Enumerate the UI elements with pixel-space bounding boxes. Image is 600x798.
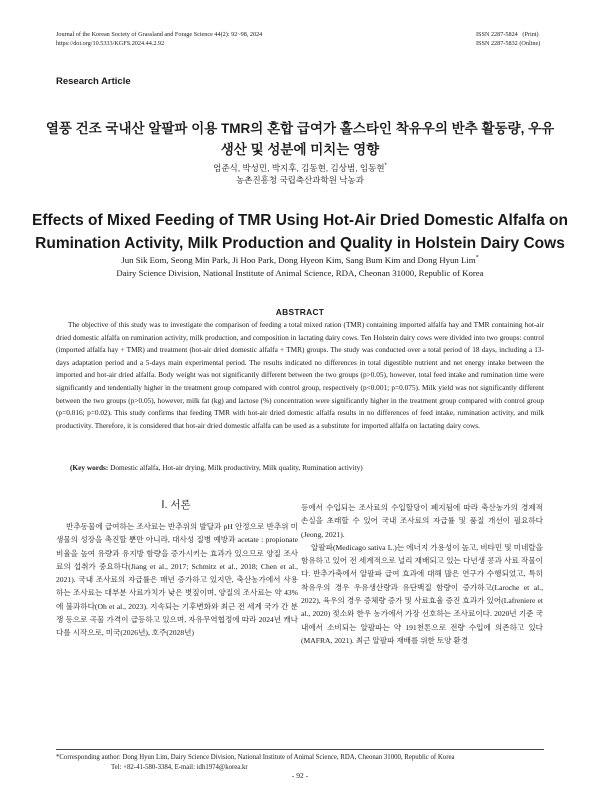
section-heading-introduction: Ⅰ. 서론 [161, 499, 191, 511]
doi-link[interactable]: https://doi.org/10.5333/KGFS.2024.44.2.92 [56, 40, 165, 47]
paragraph: 등에서 수입되는 조사료의 수입할당이 폐지됨에 따라 축산농가의 경제적 손실을 초래할 수 있어 국내 조사료의 자급률 및 품질 개선이 필요하다(Jeong, 2021). [301, 503, 543, 539]
issn-print: ISSN 2287-5824 (Print) [476, 31, 539, 38]
corresponding-mark: * [475, 255, 479, 261]
issn-online: ISSN 2287-5832 (Online) [476, 40, 541, 47]
body-left-column: 반추동물에 급여하는 조사료는 반추위의 발달과 pH 안정으로 반추위 미생물의 성장을 촉진할 뿐만 아니라, 대사성 질병 예방과 acetate : propionate 비율을 높여 유량과 유지방 함량을 증가시키는 효과가 있으므로 양질 조사료의 섭취가 중요하다(Jiang et al., 2017; Schmitz et al., 2018; Chen et al., 2021). 국내 조사료의 자급률은 매년 증가하고 있지만, 축산농가에서 사용하는 조사료는 대부분 사료가치가 낮은 볏짚이며, 양질의 조사료는 약 43%에 불과하다(Oh et al., 2023). 지속되는 기후변화와 최근 전 세계 국가 간 분쟁 등으로 곡물 가격이 급등하고 있으며, 자유무역협정에 따라 2024년 캐나다를 시작으로, 미국(2026년), 호주(2028년) [56, 522, 298, 638]
korean-title-line2: 생산 및 성분에 미치는 영향 [220, 142, 380, 157]
issn-block [476, 30, 540, 48]
korean-title [40, 118, 560, 160]
journal-header [56, 30, 262, 48]
journal-citation: Journal of the Korean Society of Grassland and Forage Science 44(2): 92~98, 2024 [56, 31, 263, 38]
english-title-line1: Effects of Mixed Feeding of TMR Using Hot-Air Dried Domestic Alfalfa on [32, 212, 568, 229]
footnote-divider [56, 749, 544, 750]
article-type: Research Article [56, 76, 131, 87]
keywords-text: Domestic alfalfa, Hot-air drying, Milk productivity, Milk quality, Rumination activity) [110, 463, 363, 472]
english-authors [0, 252, 600, 266]
korean-authors-names: 엄준식, 박성민, 박지후, 김동현, 김상범, 임동현 [213, 162, 385, 173]
english-authors-names: Jun Sik Eom, Seong Min Park, Ji Hoo Park, Dong Hyeon Kim, Sang Bum Kim and Dong Hyun Lim [121, 254, 476, 265]
english-title-line2: Rumination Activity, Milk Production and Quality in Holstein Dairy Cows [35, 235, 565, 252]
korean-affiliation: 농촌진흥청 국립축산과학원 낙농과 [236, 175, 364, 185]
footnote-line2: Tel: +82-41-580-3384, E-mail: idh1974@korea.kr [111, 764, 248, 771]
keywords-label: (Key words: [70, 463, 109, 472]
body-right-column [301, 501, 543, 647]
keywords [70, 462, 363, 473]
korean-authors [0, 160, 600, 174]
abstract-text: The objective of this study was to investigate the comparison of feeding a total mixed ration (TMR) containing imported alfalfa hay and TMR containing hot-air dried domestic alfalfa on rumination activity, milk production, and composition in lactating dairy cows. Ten Holstein dairy cows were divided into two groups: control (imported alfalfa hay + TMR) and treatment (hot-air dried domestic alfalfa + TMR) groups. The study was conducted over a total period of 18 days, including a 13-days adaptation period and a 5-days main experimental period. The results indicated no differences in total digestible nutrient and net energy intake between the imported and hot-air dried alfalfa. Body weight was not significantly different between the two groups (p>0.05), however, total feed intake and rumination time were significantly and tendentially higher in the treatment group compared with control group, respectively (p<0.001; p=0.075). Milk yield was not significantly different between the two groups (p>0.05), however, milk fat (kg) and lactose (%) concentration were significantly higher in the treatment group compared with control group (p=0.016; p=0.02). This study confirms that feeding TMR with hot-air dried domestic alfalfa results in no differences of feed intake, rumination activity, and milk productivity. Therefore, it is considered that hot-air dried domestic alfalfa can be used as a substitute for imported alfalfa on lactating dairy cows. [56, 320, 544, 430]
english-affiliation: Dairy Science Division, National Institute of Animal Science, RDA, Cheonan 31000, Republic of Korea [116, 268, 484, 278]
paragraph: 알팔파(Medicago sativa L.)는 에너지 가용성이 높고, 비타민 및 미네랄을 함유하고 있어 전 세계적으로 널리 재배되고 있는 다년생 콩과 사료 작물이다. 반추가축에서 알팔파 급여 효과에 대해 많은 연구가 수행되었고, 특히 착유우의 경우 우유생산량과 유단백질 함량이 증가하고(Laroche et al., 2022), 육우의 경우 증체량 증가 및 사료효율 증진 효과가 있어(Lafreniere et al., 2020) 젖소와 한우 농가에서 가장 선호하는 조사료이다. 2020년 기준 국내에서 소비되는 알팔파는 약 191천톤으로 전량 수입에 의존하고 있다(MAFRA, 2021). 최근 알팔파 재배를 위한 토양 환경 [301, 542, 543, 645]
page-number: - 92 - [291, 771, 309, 780]
abstract-heading: ABSTRACT [275, 307, 325, 317]
footnote [56, 753, 556, 773]
english-title [30, 209, 570, 255]
korean-title-line1: 열풍 건조 국내산 알팔파 이용 TMR의 혼합 급여가 홀스타인 착유우의 반추 활동량, 우유 [45, 121, 555, 136]
footnote-line1: *Corresponding author: Dong Hyun Lim, Dairy Science Division, National Institute of Animal Science, RDA, Cheonan 31000, Republic of Korea [56, 754, 455, 761]
corresponding-mark: * [384, 163, 387, 169]
